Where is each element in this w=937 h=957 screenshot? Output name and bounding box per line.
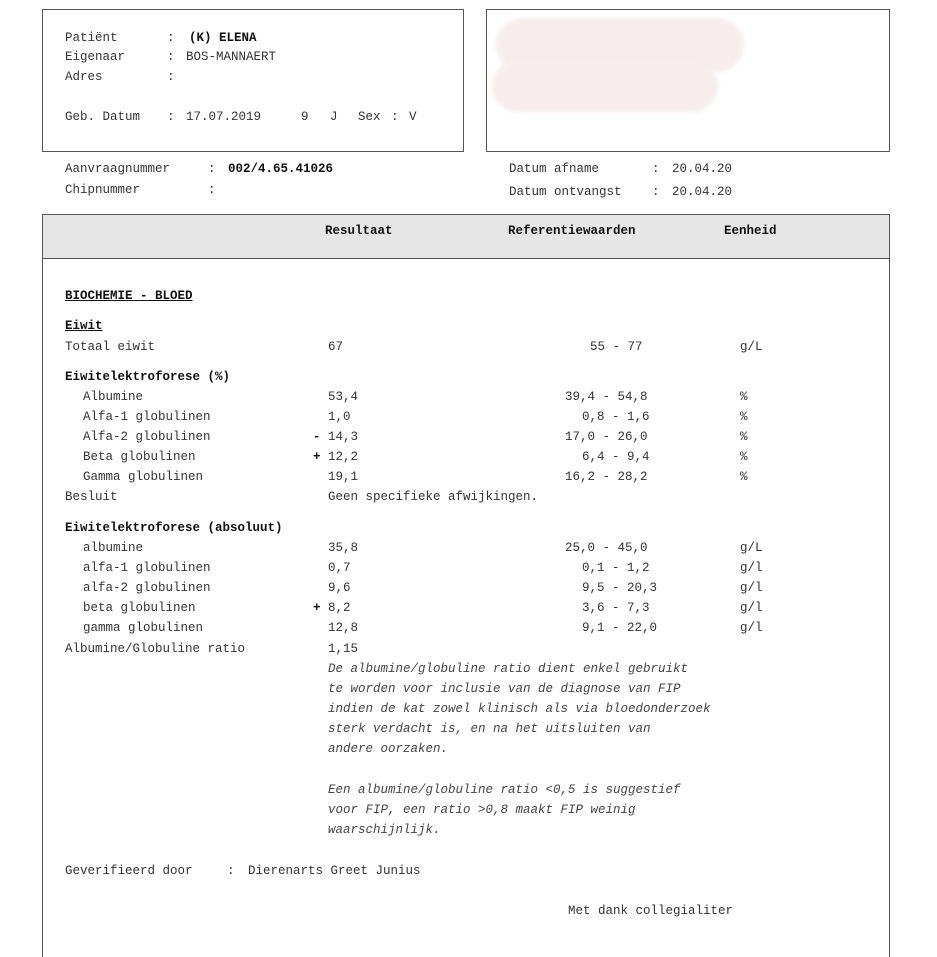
reference-range: 25,0 - 45,0 <box>565 541 648 555</box>
redacted-region <box>492 60 718 112</box>
column-header-unit: Eenheid <box>724 224 777 238</box>
test-name: Totaal eiwit <box>65 340 156 354</box>
ratio-note-line: andere oorzaken. <box>328 742 449 756</box>
ratio-note-line: voor FIP, een ratio >0,8 maakt FIP weinig <box>328 803 636 817</box>
colon: : <box>208 183 216 197</box>
conclusion-value: Geen specifieke afwijkingen. <box>328 490 539 504</box>
test-result: 53,4 <box>328 390 359 404</box>
test-name: alfa-1 globulinen <box>83 561 211 575</box>
colon: : <box>227 864 235 878</box>
ratio-label: Albumine/Globuline ratio <box>65 642 246 656</box>
test-unit: % <box>740 390 748 404</box>
test-name: Gamma globulinen <box>83 470 204 484</box>
test-result: 19,1 <box>328 470 359 484</box>
sex-label: Sex <box>358 110 381 124</box>
colon: : <box>652 162 660 176</box>
test-unit: g/L <box>740 340 763 354</box>
test-result: 12,8 <box>328 621 359 635</box>
section-title: BIOCHEMIE - BLOED <box>65 289 193 303</box>
group-title-eiwit: Eiwit <box>65 319 103 333</box>
reference-range: 3,6 - 7,3 <box>582 601 650 615</box>
colon: : <box>167 31 175 45</box>
test-unit: g/L <box>740 541 763 555</box>
age-value: 9 <box>301 110 309 124</box>
verified-label: Geverifieerd door <box>65 864 193 878</box>
chip-label: Chipnummer <box>65 183 141 197</box>
reference-range: 6,4 - 9,4 <box>582 450 650 464</box>
ratio-note-line: Een albumine/globuline ratio <0,5 is suggestief <box>328 783 681 797</box>
group-title-elfo-pct: Eiwitelektroforese (%) <box>65 370 231 384</box>
ratio-note-line: te worden voor inclusie van de diagnose van FIP <box>328 682 681 696</box>
birth-label: Geb. Datum <box>65 110 141 124</box>
flag: - <box>313 430 321 444</box>
test-result: 12,2 <box>328 450 359 464</box>
test-name: Albumine <box>83 390 144 404</box>
reference-range: 17,0 - 26,0 <box>565 430 648 444</box>
test-name: Beta globulinen <box>83 450 196 464</box>
test-name: beta globulinen <box>83 601 196 615</box>
test-unit: g/l <box>740 561 763 575</box>
request-number-label: Aanvraagnummer <box>65 162 171 176</box>
test-unit: g/l <box>740 621 763 635</box>
test-result: 35,8 <box>328 541 359 555</box>
reference-range: 39,4 - 54,8 <box>565 390 648 404</box>
test-result: 67 <box>328 340 344 354</box>
date-taken: 20.04.20 <box>672 162 733 176</box>
closing-thanks: Met dank collegialiter <box>568 904 734 918</box>
colon: : <box>208 162 216 176</box>
test-unit: g/l <box>740 601 763 615</box>
request-number: 002/4.65.41026 <box>228 162 334 176</box>
birth-date: 17.07.2019 <box>186 110 262 124</box>
test-unit: % <box>740 450 748 464</box>
colon: : <box>167 110 175 124</box>
owner-name: BOS-MANNAERT <box>186 50 277 64</box>
ratio-note-line: sterk verdacht is, en na het uitsluiten van <box>328 722 651 736</box>
ratio-value: 1,15 <box>328 642 359 656</box>
test-unit: % <box>740 430 748 444</box>
test-result: 14,3 <box>328 430 359 444</box>
sex-value: V <box>409 110 417 124</box>
test-result: 0,7 <box>328 561 351 575</box>
colon: : <box>652 185 660 199</box>
age-unit: J <box>330 110 338 124</box>
test-unit: g/l <box>740 581 763 595</box>
ratio-note-line: indien de kat zowel klinisch als via bloedonderzoek <box>328 702 711 716</box>
reference-range: 9,5 - 20,3 <box>582 581 658 595</box>
test-name: albumine <box>83 541 144 555</box>
test-name: gamma globulinen <box>83 621 204 635</box>
test-result: 9,6 <box>328 581 351 595</box>
patient-name: (K) ELENA <box>189 31 257 45</box>
group-title-elfo-abs: Eiwitelektroforese (absoluut) <box>65 521 283 535</box>
patient-label: Patiënt <box>65 31 118 45</box>
date-taken-label: Datum afname <box>509 162 600 176</box>
ratio-note-line: waarschijnlijk. <box>328 823 441 837</box>
test-unit: % <box>740 410 748 424</box>
test-unit: % <box>740 470 748 484</box>
flag: + <box>313 450 321 464</box>
colon: : <box>391 110 399 124</box>
test-name: Alfa-2 globulinen <box>83 430 211 444</box>
test-name: alfa-2 globulinen <box>83 581 211 595</box>
conclusion-label: Besluit <box>65 490 118 504</box>
reference-range: 55 - 77 <box>590 340 643 354</box>
ratio-note-line: De albumine/globuline ratio dient enkel gebruikt <box>328 662 689 676</box>
reference-range: 0,1 - 1,2 <box>582 561 650 575</box>
owner-label: Eigenaar <box>65 50 126 64</box>
flag: + <box>313 601 321 615</box>
reference-range: 0,8 - 1,6 <box>582 410 650 424</box>
date-received: 20.04.20 <box>672 185 733 199</box>
test-result: 1,0 <box>328 410 351 424</box>
column-header-reference: Referentiewaarden <box>508 224 636 238</box>
colon: : <box>167 70 175 84</box>
address-label: Adres <box>65 70 103 84</box>
date-received-label: Datum ontvangst <box>509 185 622 199</box>
test-result: 8,2 <box>328 601 351 615</box>
reference-range: 16,2 - 28,2 <box>565 470 648 484</box>
verified-by: Dierenarts Greet Junius <box>248 864 421 878</box>
reference-range: 9,1 - 22,0 <box>582 621 658 635</box>
column-header-result: Resultaat <box>325 224 393 238</box>
test-name: Alfa-1 globulinen <box>83 410 211 424</box>
colon: : <box>167 50 175 64</box>
